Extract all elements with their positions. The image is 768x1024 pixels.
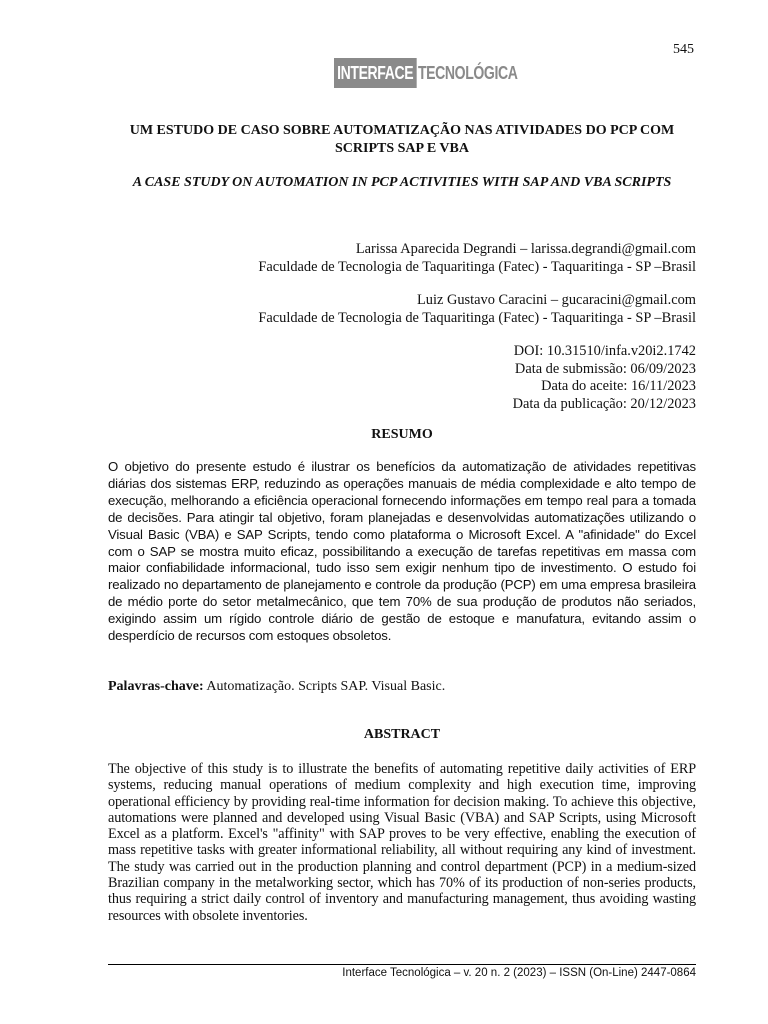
resumo-body: O objetivo do presente estudo é ilustrar os benefícios da automatização de atividades repetitivas diárias dos sistemas ERP, reduzindo as operações manuais de média complexidade e alto tempo de execução, melhorando a eficiência operacional fornecendo informações em tempo real para a tomada de decisões. Para atingir tal objetivo, foram planejadas e desenvolvidas automatizações utilizando o Visual Basic (VBA) e SAP Scripts, tendo como plataforma o Microsoft Excel. A "afinidade" do Excel com o SAP se mostra muito eficaz, possibilitando a execução de tarefas repetitivas em massa com maior confiabilidade informacional, tudo isso sem exigir nenhum tipo de investimento. O estudo foi realizado no departamento de planejamento e controle da produção (PCP) em uma empresa brasileira de médio porte do setor metalmecânico, que tem 70% de sua produção de produtos não seriados, exigindo assim um rígido controle diário de gestão de estoque e manufatura, evitando assim o desperdício de recursos com estoques obsoletos. [108, 459, 696, 644]
logo-part-tecnologica: TECNOLÓGICA [417, 62, 517, 83]
abstract-body: The objective of this study is to illustrate the benefits of automating repetitive daily activities of ERP systems, reducing manual operations of medium complexity and high execution time, improving operational efficiency by providing real-time information for decision making. To achieve this objective, automations were planned and developed using Visual Basic (VBA) and SAP Scripts, using Microsoft Excel as a platform. Excel's "affinity" with SAP proves to be very effective, enabling the execution of mass repetitive tasks with greater informational reliability, all without requiring any kind of investment. The study was carried out in the production planning and control department (PCP) in a medium-sized Brazilian company in the metalworking sector, which has 70% of its production of non-series products, thus requiring a strict daily control of inventory and manufacturing management, thus avoiding wasting resources with obsolete inventories. [108, 761, 696, 924]
accept-date: Data do aceite: 16/11/2023 [541, 378, 696, 394]
publication-date: Data da publicação: 20/12/2023 [512, 395, 696, 412]
resumo-heading: RESUMO [371, 427, 433, 442]
article-metadata [296, 343, 696, 413]
page-number: 545 [673, 42, 694, 57]
logo-part-interface: INTERFACE [334, 58, 416, 88]
article-title-en: A CASE STUDY ON AUTOMATION IN PCP ACTIVITIES WITH SAP AND VBA SCRIPTS [132, 175, 672, 190]
submission-date: Data de submissão: 06/09/2023 [514, 360, 696, 377]
footer-divider [108, 964, 696, 965]
abstract-heading: ABSTRACT [363, 727, 441, 742]
journal-logo [334, 58, 545, 88]
author-1-name-email: Larissa Aparecida Degrandi – larissa.degrandi@gmail.com [355, 241, 696, 257]
author-1 [96, 240, 696, 276]
keywords-label: Palavras-chave: [108, 679, 204, 694]
footer-citation: Interface Tecnológica – v. 20 n. 2 (2023) – ISSN (On-Line) 2447-0864 [342, 967, 696, 979]
author-1-affiliation: Faculdade de Tecnologia de Taquaritinga (Fatec) - Taquaritinga - SP –Brasil [258, 259, 696, 275]
author-2 [96, 291, 696, 327]
author-2-affiliation: Faculdade de Tecnologia de Taquaritinga (Fatec) - Taquaritinga - SP –Brasil [258, 310, 696, 326]
keywords [108, 679, 696, 695]
article-title-pt: UM ESTUDO DE CASO SOBRE AUTOMATIZAÇÃO NAS ATIVIDADES DO PCP COM SCRIPTS SAP E VBA [129, 123, 675, 156]
author-2-name-email: Luiz Gustavo Caracini – gucaracini@gmail.com [417, 292, 696, 308]
doi: DOI: 10.31510/infa.v20i2.1742 [513, 343, 696, 359]
keywords-values: Automatização. Scripts SAP. Visual Basic. [206, 679, 446, 694]
